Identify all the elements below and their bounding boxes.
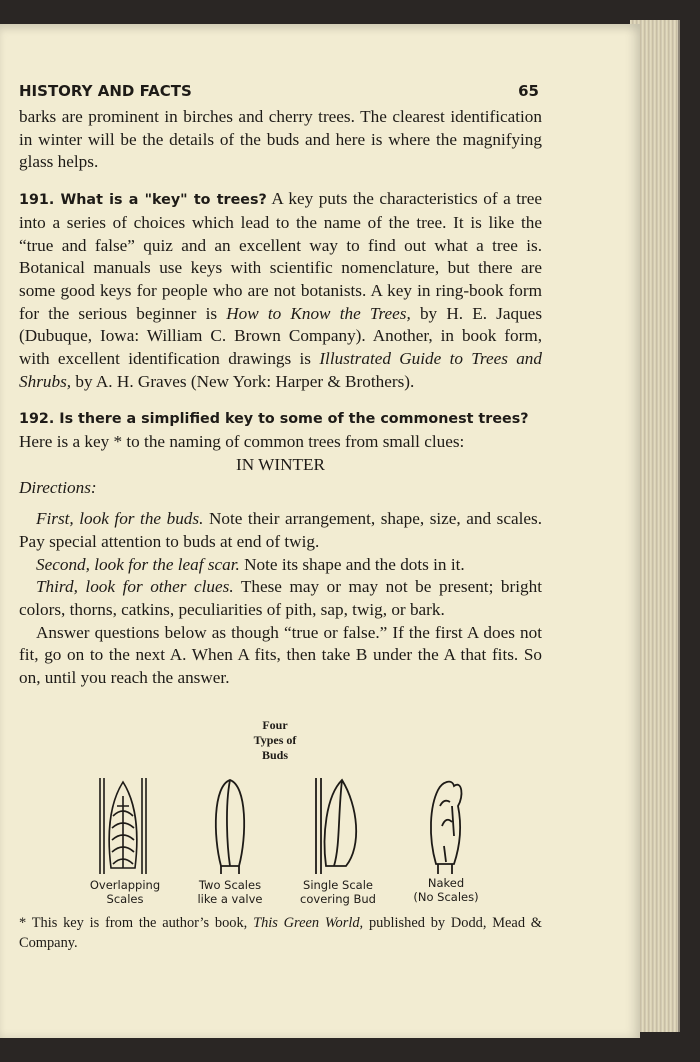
page-number: 65 (518, 82, 539, 100)
naked-bud-icon (422, 776, 470, 876)
bud-caption-two-scales: Two Scales like a valve (197, 878, 263, 906)
direction-third: Third, look for other clues. These may or may not be present; bright colors, thorns, catkins, peculiarities of pith, sap, twig, or bark. (19, 577, 542, 620)
bud-caption-naked: Naked (No Scales) (413, 876, 479, 904)
direction-first: First, look for the buds. Note their arrangement, shape, size, and scales. Pay special attention to buds at end of twig. (19, 509, 542, 551)
bud-types-figure (0, 718, 640, 918)
book-title-2: Illustrated Guide to Trees and Shrubs, (19, 349, 542, 391)
overlapping-scales-bud-icon (95, 776, 151, 876)
bud-caption-single-scale: Single Scale covering Bud (300, 878, 376, 906)
figure-title: Four Types of Buds (253, 718, 297, 762)
footnote: * This key is from the author’s book, This Green World, published by Dodd, Mead & Company. (19, 915, 543, 951)
section-heading: IN WINTER (236, 454, 325, 474)
bud-caption-overlapping: Overlapping Scales (89, 878, 161, 906)
header-title: HISTORY AND FACTS (19, 82, 192, 100)
direction-answer: Answer questions below as though “true or false.” If the first A does not fit, go on to the next A. When A fits, then take B under the A that fits. So on, until you reach the answer. (19, 622, 542, 688)
direction-second: Second, look for the leaf scar. Note its shape and the dots in it. (36, 554, 465, 574)
paragraph-continuation: barks are prominent in birches and cherry trees. The clearest identification in winter will be the details of the buds and here is where the magnifying glass helps. (19, 107, 542, 172)
question-191-label: 191. What is a "key" to trees? (19, 192, 267, 209)
single-scale-bud-icon (310, 776, 366, 876)
footnote-book-title: This Green World, (253, 915, 364, 931)
directions-label: Directions: (19, 477, 97, 497)
running-header (19, 82, 539, 100)
page-body (19, 106, 542, 690)
question-192: 192. Is there a simplified key to some of the commonest trees? Here is a key * to the naming of common trees from small clues: (19, 411, 529, 452)
book-title-1: How to Know the Trees, (226, 303, 411, 323)
question-192-label: 192. Is there a simplified key to some of the commonest trees? (19, 411, 529, 428)
two-scales-bud-icon (205, 776, 255, 876)
question-191: 191. What is a "key" to trees? A key puts the characteristics of a tree into a series of choices which lead to the name of the tree. It is like the “true and false” quiz and an excellent way to find out what a tree is. Botanical manuals use keys with scientific nomenclature, but there are some good keys for people who are not botanists. A key in ring-book form for the serious beginner is How to Know the Trees, by H. E. Jaques (Dubuque, Iowa: William C. Brown Company). Another, in book form, with excellent identification drawings is Illustrated Guide to Trees and Shrubs, by A. H. Graves (New York: Harper & Brothers). (19, 189, 543, 391)
